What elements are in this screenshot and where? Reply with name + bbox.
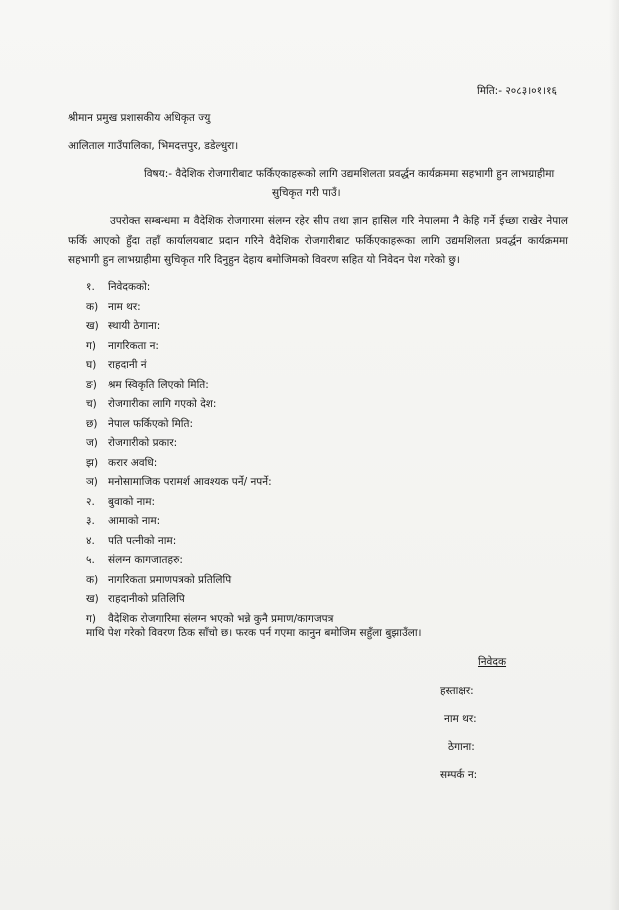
list-item [86,571,506,591]
list-item [86,532,506,552]
list-item [86,298,506,318]
list-item-marker: ग) [86,612,97,625]
list-item-marker: ३. [86,515,95,527]
list-item-marker: घ) [86,359,97,371]
list-item-label: आमाको नाम: [108,515,161,527]
list-item-marker: ग) [86,339,97,352]
list-item [86,493,506,513]
list-item-marker: झ) [86,456,99,469]
list-item-marker: क) [86,573,99,586]
list-item-label: पति पत्नीको नाम: [108,534,177,547]
addressee-title: श्रीमान प्रमुख प्रशासकीय अधिकृत ज्यु [68,112,211,124]
list-item-marker: क) [86,300,99,313]
list-item-label: स्थायी ठेगाना: [108,320,161,332]
list-item-marker: ५. [86,554,95,566]
list-item [86,454,506,474]
signature-field: हस्ताक्षर: [440,685,474,697]
list-item-marker: च) [86,398,97,410]
list-item-label: नाम थर: [108,300,141,313]
list-item-label: नागरिकता न: [108,339,159,352]
list-item-label: बुवाको नाम: [108,495,156,508]
list-item-label: श्रम स्विकृति लिएको मिति: [108,378,209,391]
list-item-marker: १. [86,281,95,293]
list-item-marker: ४. [86,534,95,547]
list-item-marker: २. [86,495,95,508]
list-item-marker: ख) [86,593,99,605]
list-item-marker: ञ) [86,476,98,488]
signature-heading: निवेदक [478,656,507,668]
addressee-office: आलिताल गाउँपालिका, भिमदत्तपुर, डडेल्धुरा। [68,140,239,152]
list-item [86,473,506,493]
list-item [86,415,506,435]
list-item-label: नागरिकता प्रमाणपत्रको प्रतिलिपि [108,573,232,586]
list-item-marker: ख) [86,320,99,332]
list-item-label: राहदानीको प्रतिलिपि [108,593,185,605]
subject-text-line-2: सुचिकृत गरी पाउँ। [272,187,341,199]
subject-line [144,165,574,203]
declaration-text: माथि पेश गरेको विवरण ठिक साँचो छ। फरक पर्न गएमा कानुन बमोजिम सहुँला बुझाउँला। [86,627,422,639]
page-edge-shadow [609,0,619,910]
list-item-label: मनोसामाजिक परामर्श आवश्यक पर्ने/ नपर्ने: [108,476,272,488]
list-item-label: निवेदकको: [108,281,151,293]
list-item-marker: छ) [86,417,98,430]
list-item [86,317,506,337]
contact-field: सम्पर्क न: [440,769,478,781]
list-item-label: नेपाल फर्किएको मिति: [108,417,194,430]
name-field: नाम थर: [444,713,477,725]
body-paragraph: उपरोक्त सम्बन्धमा म वैदेशिक रोजगारमा संलग्न रहेर सीप तथा ज्ञान हासिल गरि नेपालमा नै केहि गर्ने ईच्छा राखेर नेपाल फर्कि आएको हुँदा तहाँ कार्यालयबाट प्रदान गरिने वैदेशिक रोजगारीबाट फर्किएकाहरूका लागि उद्यमशिलता प्रवर्द्धन कार्यक्रममा सहभागी हुन लाभग्राहीमा सुचिकृत गरि दिनुहुन देहाय बमोजिमको विवरण सहित यो निवेदन पेश गरेको छु। [68,215,568,266]
list-item [86,395,506,415]
list-item-label: राहदानी नं [108,359,147,371]
list-item [86,512,506,532]
list-item-marker: ज) [86,437,98,449]
details-list [86,278,506,629]
list-item-label: संलग्न कागजातहरु: [108,554,183,566]
list-item [86,356,506,376]
subject-text-line-1: विषय:- वैदेशिक रोजगारीबाट फर्किएकाहरूको लागि उद्यमशिलता प्रवर्द्धन कार्यक्रममा सहभागी हुन लाभग्राहीमा [144,168,555,180]
list-item [86,337,506,357]
list-item [86,590,506,610]
list-item-marker: ङ) [86,378,97,391]
list-item-label: वैदेशिक रोजगारिमा संलग्न भएको भन्ने कुनै प्रमाण/कागजपत्र [108,612,334,625]
address-field: ठेगाना: [448,741,475,753]
list-item [86,434,506,454]
list-item-label: रोजगारीको प्रकार: [108,437,178,449]
list-item [86,278,506,298]
list-item [86,551,506,571]
list-item [86,376,506,396]
list-item-label: रोजगारीका लागि गएको देश: [108,398,217,410]
list-item-label: करार अवधि: [108,456,158,469]
letter-date: मिति:- २०८३।०१।१६ [476,85,557,97]
